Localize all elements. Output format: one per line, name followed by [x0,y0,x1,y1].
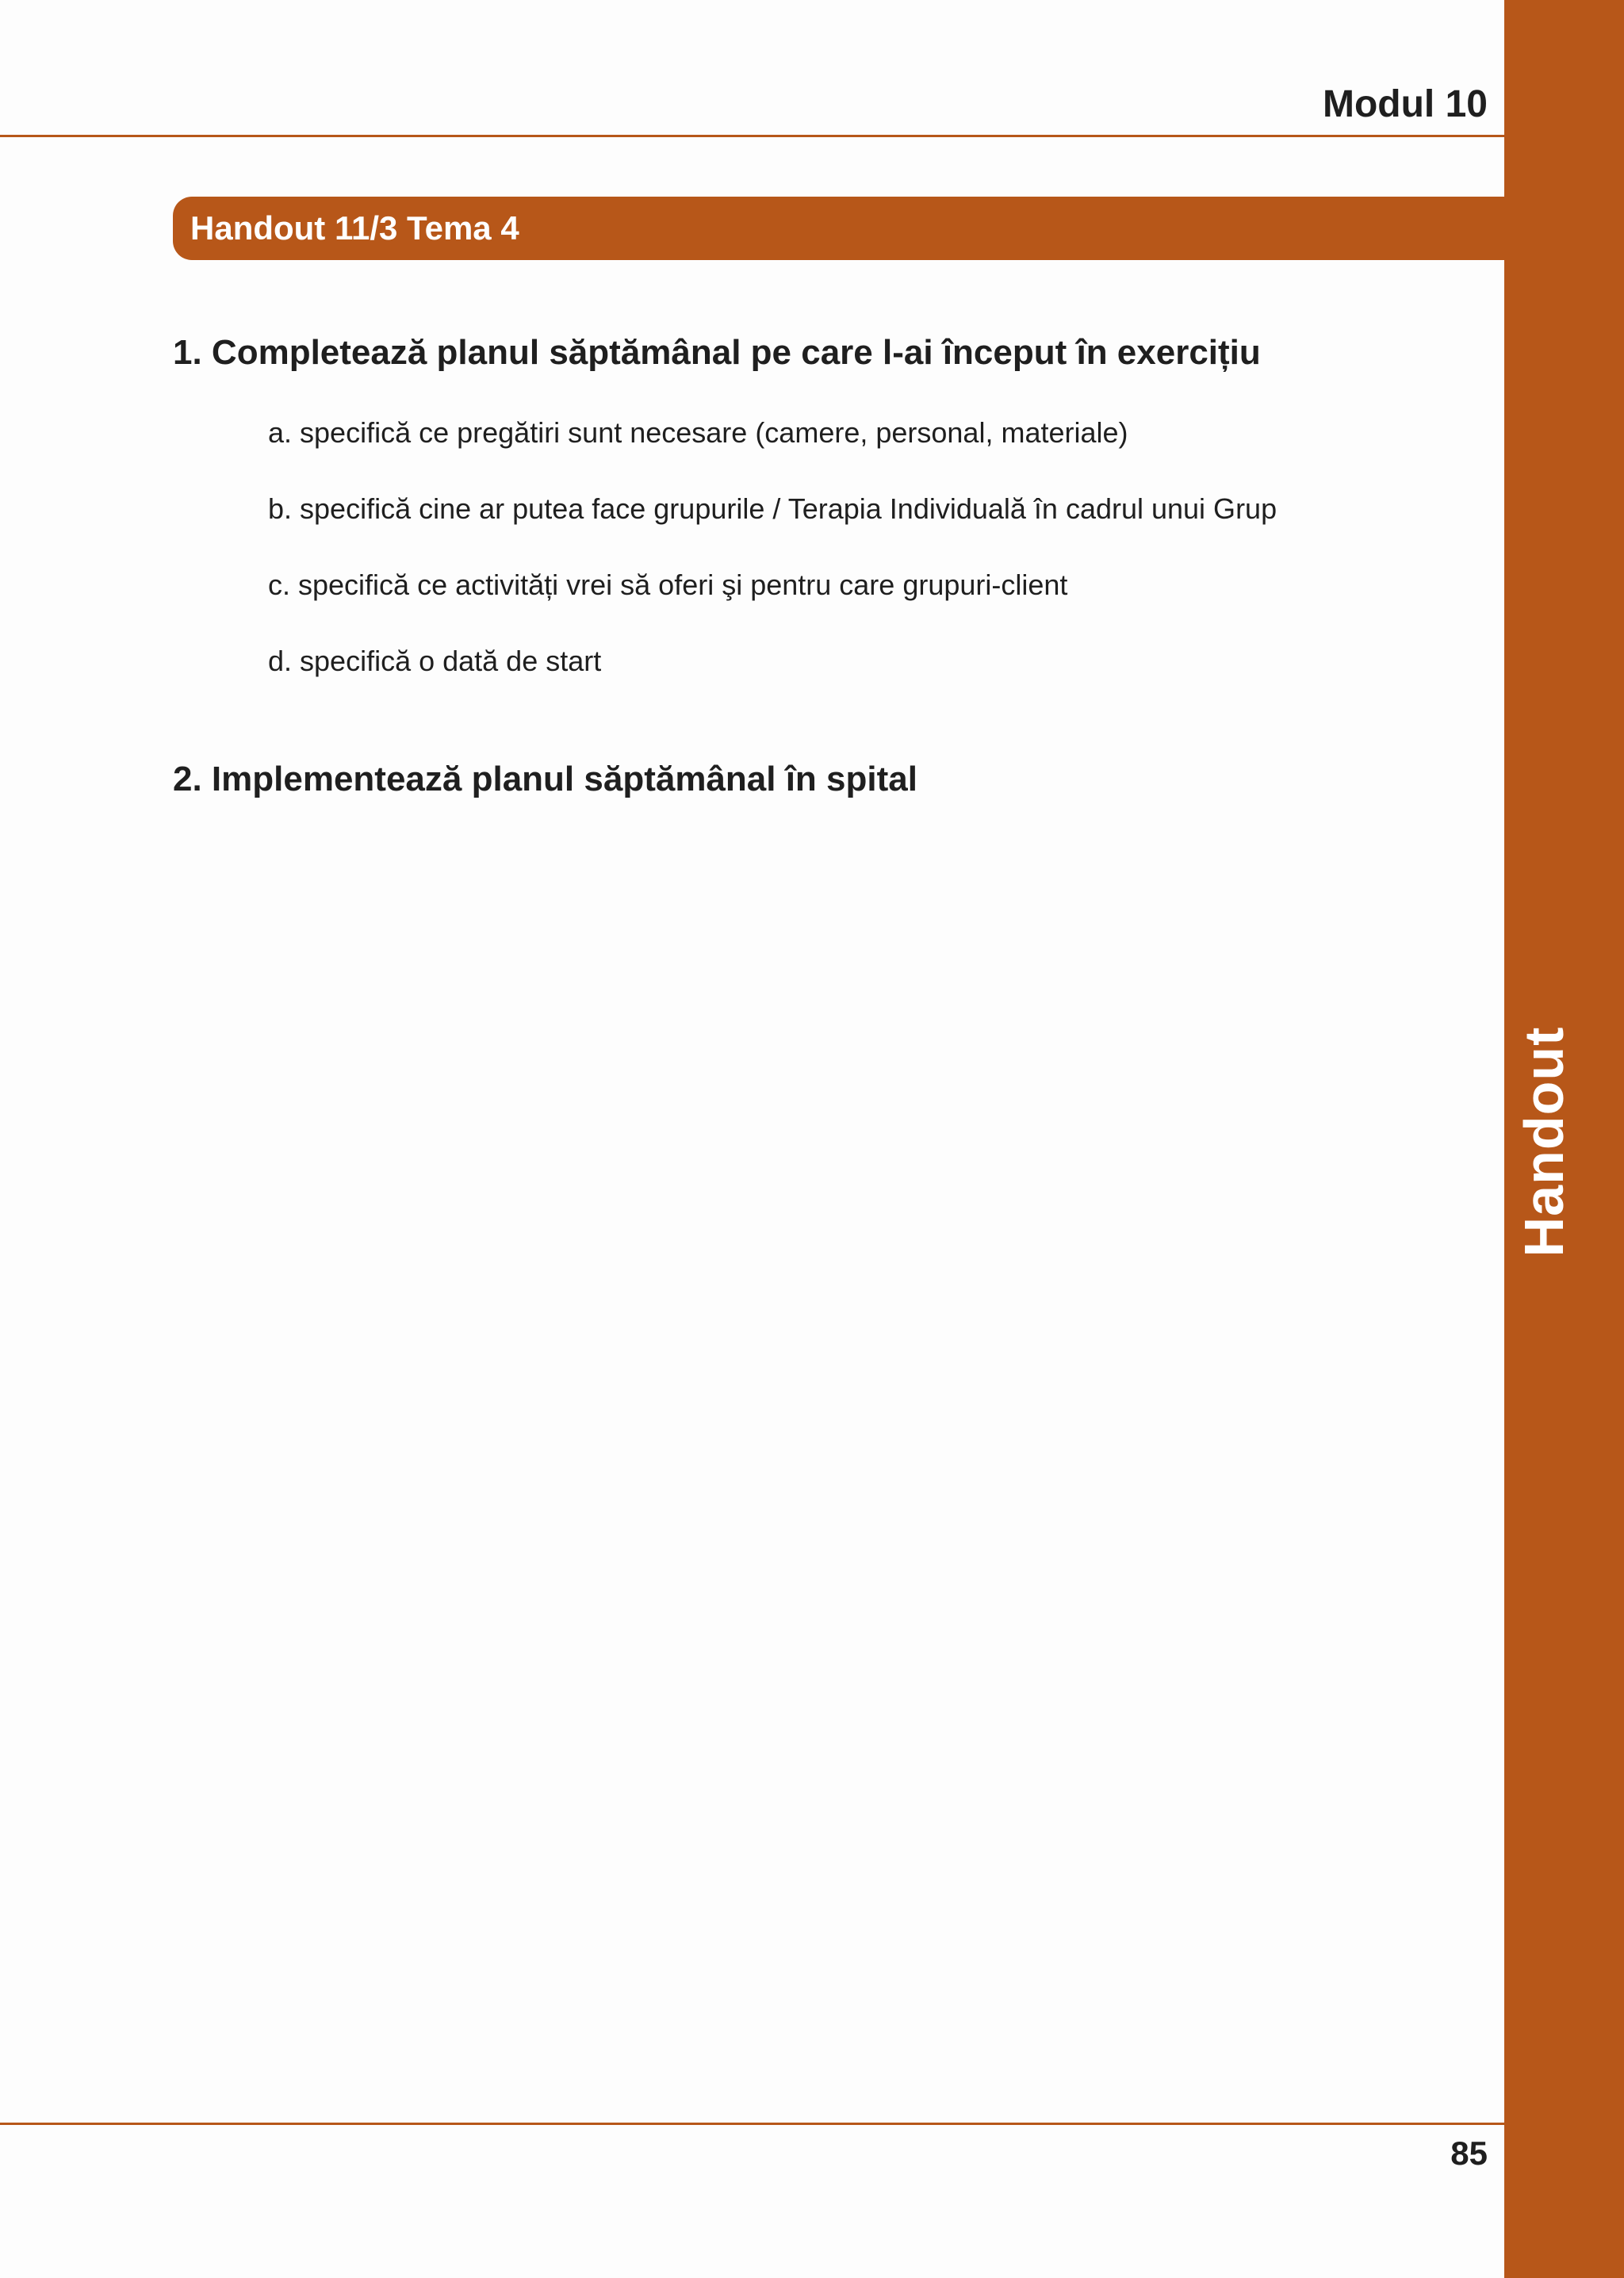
list-item-d: d. specifică o dată de start [268,645,602,677]
page-number: 85 [1450,2134,1488,2172]
section-1-list [268,415,1277,719]
list-item-a: a. specifică ce pregătiri sunt necesare (camere, personal, materiale) [268,416,1128,449]
module-title: Modul 10 [1322,83,1488,125]
section-1-heading: 1. Completează planul săptămânal pe care l-ai început în exercițiu [173,333,1261,372]
section-2-heading: 2. Implementează planul săptămânal în spital [173,760,917,798]
handout-banner [173,197,1504,260]
footer-divider [0,2123,1504,2125]
handout-title: Handout 11/3 Tema 4 [190,209,519,247]
list-item-b: b. specifică cine ar putea face grupurile / Terapia Individuală în cadrul unui Grup [268,492,1277,525]
list-item-c: c. specifică ce activități vrei să oferi şi pentru care grupuri-client [268,569,1068,601]
side-tab-label: Handout [1513,1026,1575,1258]
header-divider [0,135,1504,137]
